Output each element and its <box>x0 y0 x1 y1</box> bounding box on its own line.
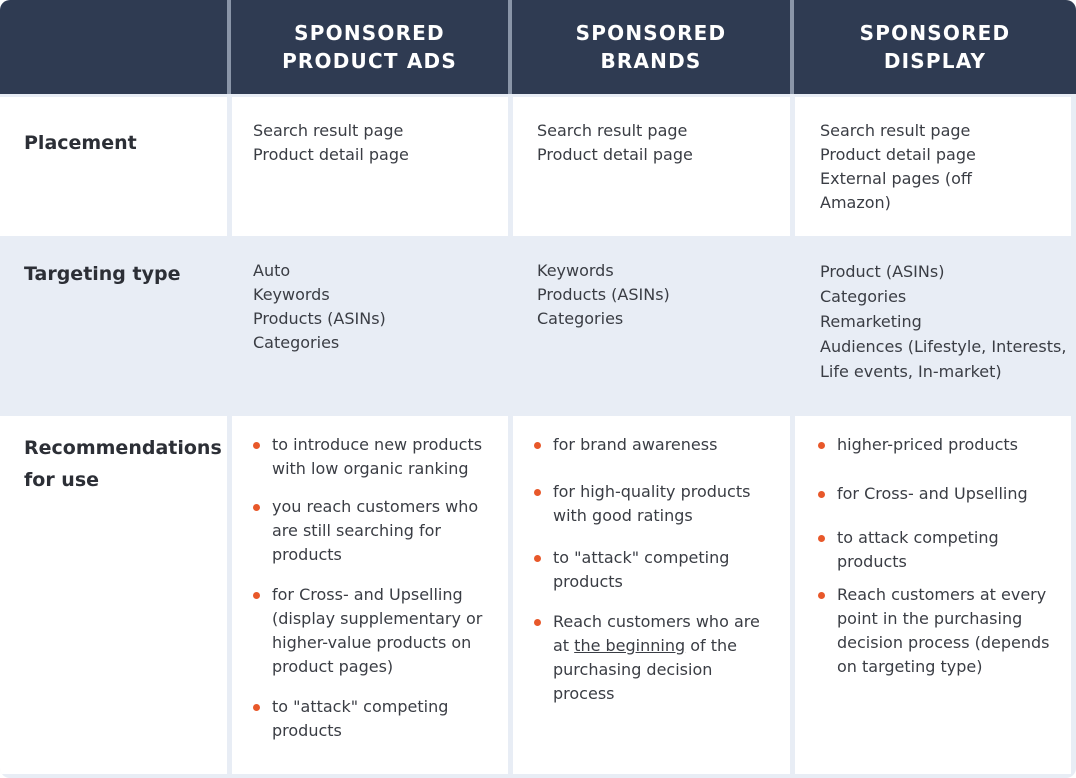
list-item: Products (ASINs) <box>253 309 386 328</box>
list-item: Product detail page <box>537 145 693 164</box>
bullet-item <box>272 433 482 481</box>
bullet-item <box>553 610 760 706</box>
bullet-line: to attack competing <box>837 528 999 547</box>
column-header-line: PRODUCT ADS <box>282 49 457 73</box>
bullet-dot-icon <box>253 442 260 449</box>
list-item: Audiences (Lifestyle, Interests, <box>820 337 1067 356</box>
placement-product-ads <box>253 119 409 167</box>
bullet-line <box>553 634 760 658</box>
bullet-dot-icon <box>534 555 541 562</box>
bullet-item <box>837 526 999 574</box>
bullet-line: with low organic ranking <box>272 459 469 478</box>
bullet-text: of the <box>685 636 737 655</box>
column-header-line: SPONSORED <box>575 21 727 45</box>
bullet-line: decision process (depends <box>837 633 1050 652</box>
bullet-line: point in the purchasing <box>837 609 1023 628</box>
column-header-brands <box>512 19 790 79</box>
row-label-placement: Placement <box>24 132 137 154</box>
bullet-dot-icon <box>818 442 825 449</box>
list-item: Life events, In-market) <box>820 362 1002 381</box>
placement-display <box>820 119 976 215</box>
list-item: Keywords <box>537 261 614 280</box>
targeting-display <box>820 259 1066 384</box>
bullet-line: higher-value products on <box>272 633 472 652</box>
column-header-product-ads <box>231 19 508 79</box>
bullet-line: Reach customers at every <box>837 585 1047 604</box>
list-item: Remarketing <box>820 312 922 331</box>
list-item: Keywords <box>253 285 330 304</box>
bullet-item <box>272 495 478 567</box>
bullet-line: purchasing decision <box>553 660 713 679</box>
bullet-dot-icon <box>818 491 825 498</box>
row-label-line: for use <box>24 469 100 491</box>
bullet-dot-icon <box>818 592 825 599</box>
list-item: Search result page <box>253 121 404 140</box>
column-header-display <box>794 19 1076 79</box>
bullet-line: for high-quality products <box>553 482 751 501</box>
column-header-line: BRANDS <box>600 49 702 73</box>
bullet-dot-icon <box>253 704 260 711</box>
table-cell <box>513 416 790 774</box>
list-item: Auto <box>253 261 291 280</box>
bullet-line: for Cross- and Upselling <box>837 484 1028 503</box>
bullet-dot-icon <box>534 442 541 449</box>
bullet-text: at <box>553 636 575 655</box>
bullet-dot-icon <box>253 504 260 511</box>
underlined-text: the beginning <box>574 636 686 655</box>
bullet-line: process <box>553 684 615 703</box>
bullet-line: for Cross- and Upselling <box>272 585 463 604</box>
list-item: Search result page <box>820 121 971 140</box>
bullet-item <box>837 583 1049 679</box>
bullet-line: are still searching for <box>272 521 441 540</box>
bullet-line: with good ratings <box>553 506 693 525</box>
placement-brands <box>537 119 693 167</box>
bullet-line: products <box>272 721 342 740</box>
bullet-item <box>272 583 482 679</box>
list-item: Search result page <box>537 121 688 140</box>
bullet-dot-icon <box>253 592 260 599</box>
list-item: Categories <box>253 333 340 352</box>
bullet-dot-icon <box>534 489 541 496</box>
table-header <box>0 0 1076 94</box>
bullet-item <box>837 433 1018 457</box>
bullet-line: for brand awareness <box>553 435 718 454</box>
list-item: Products (ASINs) <box>537 285 670 304</box>
row-label-recommendations <box>24 432 222 496</box>
bullet-line: (display supplementary or <box>272 609 483 628</box>
list-item: Product detail page <box>253 145 409 164</box>
bullet-item <box>837 482 1028 506</box>
bullet-line: on targeting type) <box>837 657 983 676</box>
list-item: Categories <box>820 287 907 306</box>
bullet-line: higher-priced products <box>837 435 1018 454</box>
bullet-item <box>553 433 717 457</box>
bullet-item <box>272 695 448 743</box>
targeting-product-ads <box>253 259 386 355</box>
bullet-line: to "attack" competing <box>553 548 730 567</box>
bullet-line: products <box>272 545 342 564</box>
bullet-line: to "attack" competing <box>272 697 449 716</box>
bullet-item <box>553 480 750 528</box>
list-item: Amazon) <box>820 193 891 212</box>
bullet-dot-icon <box>818 535 825 542</box>
bullet-line: product pages) <box>272 657 394 676</box>
bullet-line: products <box>553 572 623 591</box>
column-header-line: SPONSORED <box>294 21 445 45</box>
row-label-line: Recommendations <box>24 437 222 459</box>
bullet-line: to introduce new products <box>272 435 483 454</box>
list-item: Product detail page <box>820 145 976 164</box>
row-label-targeting: Targeting type <box>24 263 181 285</box>
list-item: External pages (off <box>820 169 972 188</box>
bullet-item <box>553 546 729 594</box>
bullet-line: you reach customers who <box>272 497 479 516</box>
targeting-brands <box>537 259 670 331</box>
bullet-dot-icon <box>534 619 541 626</box>
list-item: Product (ASINs) <box>820 262 945 281</box>
list-item: Categories <box>537 309 624 328</box>
bullet-line: Reach customers who are <box>553 612 760 631</box>
bullet-line: products <box>837 552 907 571</box>
column-header-line: SPONSORED <box>859 21 1011 45</box>
column-header-line: DISPLAY <box>883 49 987 73</box>
row-label-cell <box>0 97 227 236</box>
